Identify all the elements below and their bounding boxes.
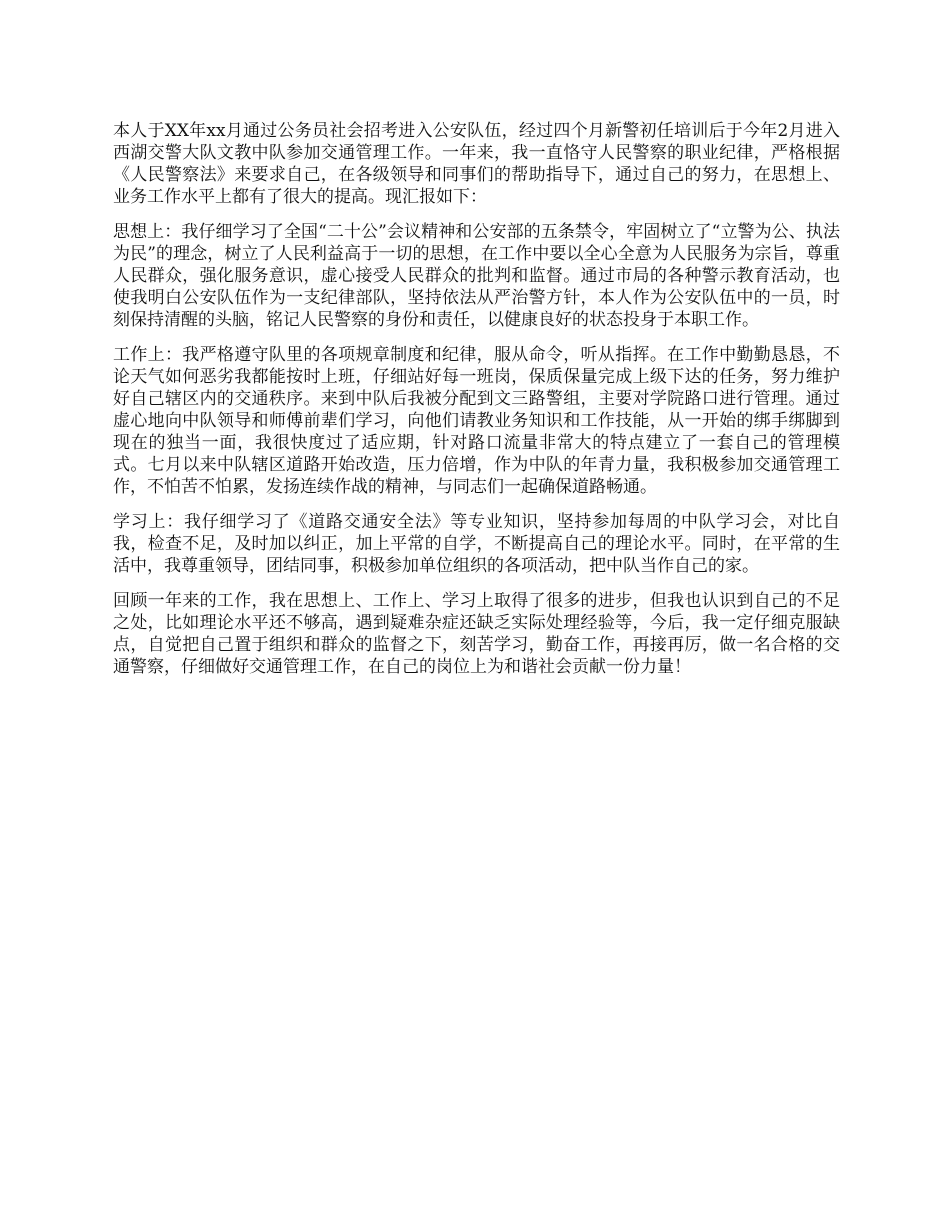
paragraph-intro: 本人于XX年xx月通过公务员社会招考进入公安队伍，经过四个月新警初任培训后于今年2月进入西湖交警大队文教中队参加交通管理工作。一年来，我一直恪守人民警察的职业纪律，严格根据《人民警察法》来要求自己，在各级领导和同事们的帮助指导下，通过自己的努力，在思想上、业务工作水平上都有了很大的提高。现汇报如下： (113, 121, 840, 207)
paragraph-review: 回顾一年来的工作，我在思想上、工作上、学习上取得了很多的进步，但我也认识到自己的不足之处，比如理论水平还不够高，遇到疑难杂症还缺乏实际处理经验等，今后，我一定仔细克服缺点，自觉把自己置于组织和群众的监督之下，刻苦学习，勤奋工作，再接再厉，做一名合格的交通警察，仔细做好交通管理工作，在自己的岗位上为和谐社会贡献一份力量！ (113, 591, 840, 677)
paragraph-study: 学习上：我仔细学习了《道路交通安全法》等专业知识，坚持参加每周的中队学习会，对比自我，检查不足，及时加以纠正，加上平常的自学，不断提高自己的理论水平。同时，在平常的生活中，我尊重领导，团结同事，积极参加单位组织的各项活动，把中队当作自己的家。 (113, 512, 840, 576)
paragraph-ideology: 思想上：我仔细学习了全国“二十公”会议精神和公安部的五条禁令，牢固树立了“立警为公、执法为民”的理念，树立了人民利益高于一切的思想，在工作中要以全心全意为人民服务为宗旨，尊重人民群众，强化服务意识，虚心接受人民群众的批判和监督。通过市局的各种警示教育活动，也使我明白公安队伍作为一支纪律部队，坚持依法从严治警方针，本人作为公安队伍中的一员，时刻保持清醒的头脑，铭记人民警察的身份和责任，以健康良好的状态投身于本职工作。 (113, 222, 840, 330)
document-body (113, 120, 840, 691)
paragraph-work: 工作上：我严格遵守队里的各项规章制度和纪律，服从命令，听从指挥。在工作中勤勤恳恳，不论天气如何恶劣我都能按时上班，仔细站好每一班岗，保质保量完成上级下达的任务，努力维护好自己辖区内的交通秩序。来到中队后我被分配到文三路警组，主要对学院路口进行管理。通过虚心地向中队领导和师傅前辈们学习，向他们请教业务知识和工作技能，从一开始的绑手绑脚到现在的独当一面，我很快度过了适应期，针对路口流量非常大的特点建立了一套自己的管理模式。七月以来中队辖区道路开始改造，压力倍增，作为中队的年青力量，我积极参加交通管理工作，不怕苦不怕累，发扬连续作战的精神，与同志们一起确保道路畅通。 (113, 345, 840, 497)
